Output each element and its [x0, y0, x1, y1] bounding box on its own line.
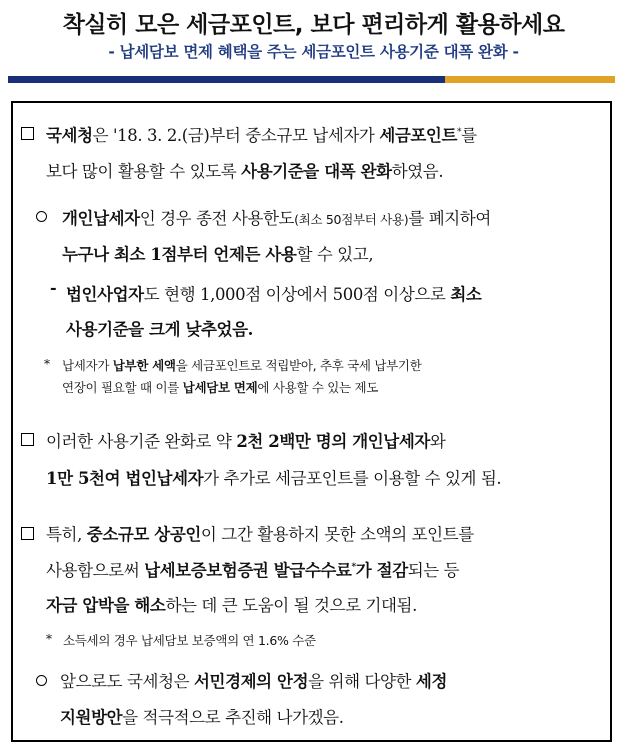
- section3-line2: 사용함으로써 납세보증보험증권 발급수수료*가 절감되는 등: [46, 561, 460, 580]
- dash1-line1: 법인사업자도 현행 1,000점 이상에서 500점 이상으로 최소: [66, 285, 482, 304]
- header-rule: [8, 76, 615, 83]
- square-bullet-icon: [21, 127, 34, 140]
- note-star: *: [46, 632, 52, 646]
- dash-bullet: -: [50, 278, 57, 297]
- header-rule-dark: [8, 76, 445, 83]
- note1-line1: 납세자가 납부한 세액을 세금포인트로 적립받아, 추후 국세 납부기한: [62, 358, 422, 373]
- square-bullet-icon: [21, 433, 34, 446]
- note-star: *: [44, 357, 50, 371]
- section3-line1: 특히, 중소규모 상공인이 그간 활용하지 못한 소액의 포인트를: [46, 525, 474, 544]
- bullet1-line1: 개인납세자인 경우 종전 사용한도(최소 50점부터 사용)를 폐지하여: [62, 209, 491, 228]
- bullet2-line2: 지원방안을 적극적으로 추진해 나가겠음.: [60, 708, 344, 727]
- section1-line1: 국세청은 '18. 3. 2.(금)부터 중소규모 납세자가 세금포인트*를: [46, 126, 477, 145]
- section2-line1: 이러한 사용기준 완화로 약 2천 2백만 명의 개인납세자와: [46, 432, 446, 451]
- section2-line2: 1만 5천여 법인납세자가 추가로 세금포인트를 이용할 수 있게 됨.: [46, 469, 502, 488]
- dash1-line2: 사용기준을 크게 낮추었음.: [66, 320, 253, 339]
- circle-bullet-icon: [36, 211, 47, 222]
- page-title: 착실히 모은 세금포인트, 보다 편리하게 활용하세요: [62, 12, 565, 38]
- page-subtitle: - 납세담보 면제 혜택을 주는 세금포인트 사용기준 대폭 완화 -: [108, 43, 519, 61]
- header-rule-gold: [445, 76, 615, 83]
- square-bullet-icon: [21, 527, 34, 540]
- circle-bullet-icon: [36, 675, 47, 686]
- bullet2-line1: 앞으로도 국세청은 서민경제의 안정을 위해 다양한 세정: [60, 672, 447, 691]
- bullet1-line2: 누구나 최소 1점부터 언제든 사용할 수 있고,: [62, 245, 374, 264]
- note2-line: 소득세의 경우 납세담보 보증액의 연 1.6% 수준: [63, 633, 316, 648]
- section3-line3: 자금 압박을 해소하는 데 큰 도움이 될 것으로 기대됨.: [46, 596, 417, 615]
- section1-line2: 보다 많이 활용할 수 있도록 사용기준을 대폭 완화하였음.: [46, 162, 444, 181]
- note1-line2: 연장이 필요할 때 이를 납세담보 면제에 사용할 수 있는 제도: [62, 380, 379, 395]
